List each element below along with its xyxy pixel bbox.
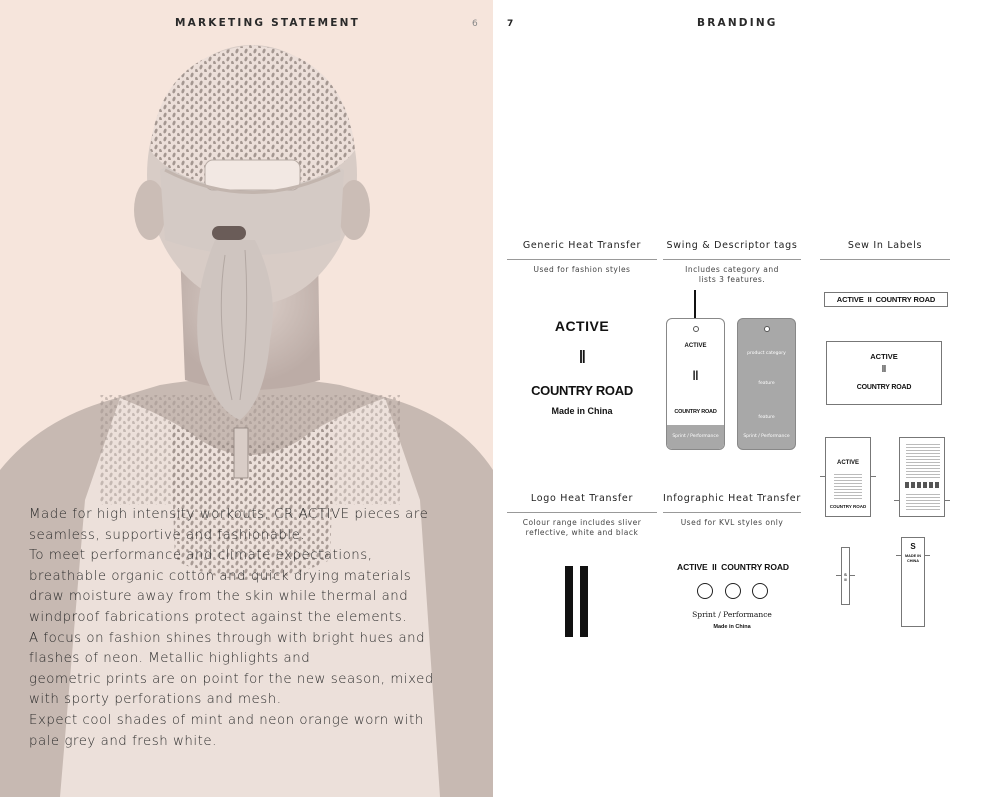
tag-category-text: product category [747, 351, 786, 356]
tag-feature-text: feature [758, 381, 775, 386]
swing-tags-subtitle-2: lists 3 features. [698, 275, 766, 284]
box-label-active: ACTIVE [870, 352, 898, 361]
statement-line: A focus on fashion shines through with bright hues and [29, 630, 426, 646]
care-symbols-icon [905, 482, 941, 488]
swing-tags-subtitle-1: Includes category and [685, 265, 779, 274]
section-divider [663, 259, 801, 260]
sew-in-labels-title: Sew In Labels [847, 240, 923, 251]
tag-footer-text: Sprint / Performance [743, 434, 790, 439]
sew-in-strip-label [824, 292, 948, 307]
infographic-sprint-text: Sprint / Performance [692, 610, 772, 619]
infographic-heat-transfer-title: Infographic Heat Transfer [663, 493, 801, 504]
section-divider [663, 512, 801, 513]
tag-hole [693, 326, 699, 332]
care-label-country-road: COUNTRY ROAD [829, 504, 867, 509]
infographic-heat-transfer-subtitle: Used for KVL styles only [680, 518, 784, 527]
statement-line: draw moisture away from the skin while thermal and [29, 589, 409, 605]
logo-bar-right [580, 566, 588, 637]
care-label-right [899, 437, 945, 517]
size-label-wide [901, 537, 925, 627]
care-label-fineprint [906, 442, 940, 478]
made-in-china-text: Made in China [551, 406, 613, 416]
statement-line: seamless, supportive and fashionable. [29, 527, 306, 543]
tag-hole [764, 326, 770, 332]
infographic-logo-line: ACTIVE II COUNTRY ROAD [677, 562, 789, 572]
size-label-narrow [841, 547, 850, 605]
statement-line: with sporty perforations and mesh. [29, 692, 282, 708]
care-label-active: ACTIVE [836, 460, 859, 466]
tag-active-text: ACTIVE [684, 343, 707, 349]
swing-tags-title: Swing & Descriptor tags [666, 240, 798, 251]
care-label-fineprint [834, 472, 862, 500]
statement-line: To meet performance and climate expectations, [29, 548, 373, 564]
marketing-statement-body [29, 505, 469, 752]
size-letter: S [910, 542, 916, 551]
care-label-left [825, 437, 871, 517]
logo-bar-left [565, 566, 573, 637]
statement-line: geometric prints are on point for the new season, mixed [29, 671, 434, 687]
size-label-tick [896, 555, 901, 556]
statement-line: breathable organic cotton and quick drying materials [29, 568, 412, 584]
statement-line: Expect cool shades of mint and neon orange worn with [29, 712, 424, 728]
tag-footer-band [667, 425, 724, 449]
logo-active-text: ACTIVE [554, 318, 610, 334]
page-number-right: 7 [507, 19, 514, 29]
care-label-tick [945, 500, 950, 501]
care-label-tick [871, 476, 876, 477]
section-divider [507, 259, 657, 260]
size-made-in-text: MADE IN CHINA [904, 554, 922, 563]
marketing-statement-header: MARKETING STATEMENT [175, 17, 361, 29]
logo-divider-bars: II [579, 347, 585, 367]
sew-in-box-label [826, 341, 942, 405]
tag-divider-bars: II [692, 367, 699, 383]
section-divider [507, 512, 657, 513]
branding-header: BRANDING [697, 17, 778, 29]
strip-label-text: ACTIVE II COUNTRY ROAD [836, 295, 936, 304]
breathable-icon [752, 583, 768, 599]
weather-icon [725, 583, 741, 599]
size-label-narrow-text: S II [844, 572, 847, 582]
care-label-tick [894, 500, 899, 501]
generic-heat-transfer-title: Generic Heat Transfer [522, 240, 642, 251]
tag-footer-text: Sprint / Performance [672, 434, 719, 439]
section-divider [820, 259, 950, 260]
logo-heat-transfer-subtitle-1: Colour range includes sliver [522, 518, 642, 527]
care-label-fineprint [906, 492, 940, 510]
statement-line: flashes of neon. Metallic highlights and [29, 651, 311, 667]
right-page [493, 0, 985, 797]
infographic-made-in-text: Made in China [713, 624, 751, 630]
statement-line: Made for high intensity workouts, CR ACTIVE pieces are [29, 507, 429, 522]
care-label-tick [820, 476, 825, 477]
swing-tag-white [666, 318, 725, 450]
size-label-tick [836, 575, 841, 576]
tag-country-road-text: COUNTRY ROAD [674, 409, 717, 415]
size-label-tick [850, 575, 855, 576]
statement-line: pale grey and fresh white. [29, 733, 217, 749]
statement-line: windproof fabrications protect against the elements. [29, 609, 408, 625]
box-label-divider: II [882, 364, 886, 375]
swing-tag-grey [737, 318, 796, 450]
logo-heat-transfer-title: Logo Heat Transfer [530, 493, 634, 504]
logo-heat-transfer-subtitle-2: reflective, white and black [525, 528, 639, 537]
box-label-country-road: COUNTRY ROAD [856, 384, 912, 391]
size-label-tick [925, 555, 930, 556]
page-number-left: 6 [472, 19, 478, 29]
logo-country-road-text: COUNTRY ROAD [531, 383, 633, 398]
generic-heat-transfer-subtitle: Used for fashion styles [533, 265, 631, 274]
tag-feature-text: feature [758, 415, 775, 420]
performance-icon [697, 583, 713, 599]
